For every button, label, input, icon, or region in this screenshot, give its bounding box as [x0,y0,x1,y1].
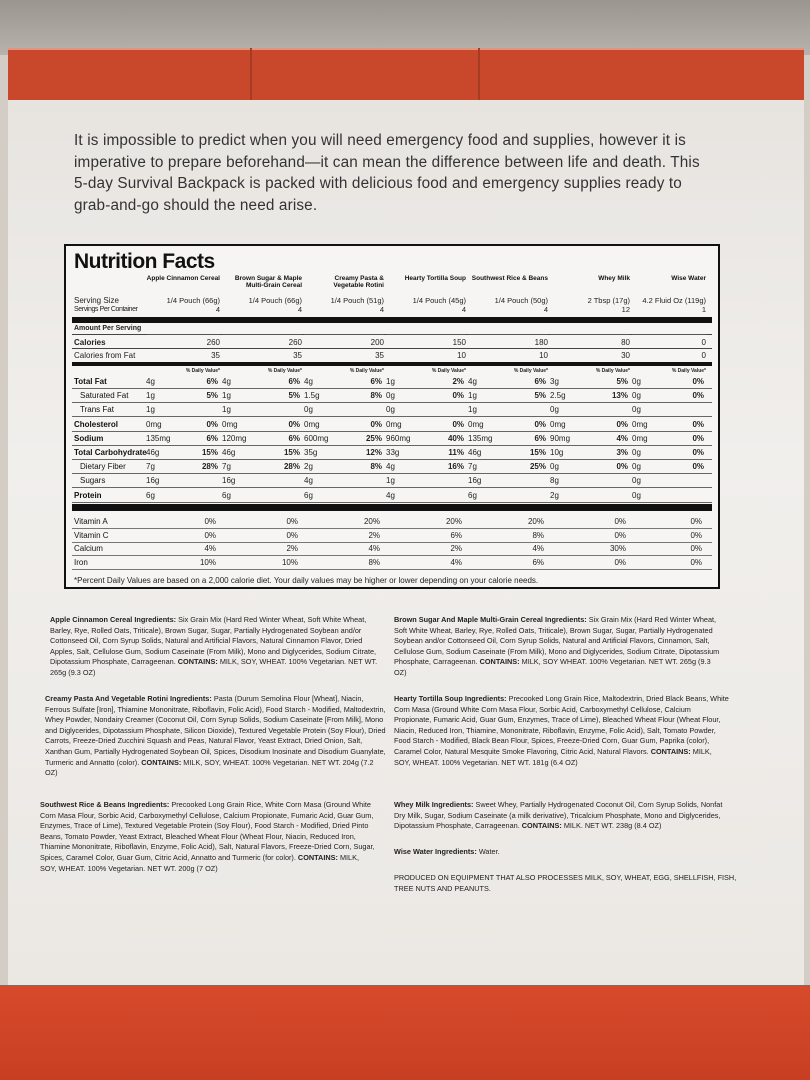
nutrient-amount: 3g [550,377,559,386]
nutrient-daily-value: 0% [370,419,382,429]
nutrient-amount: 1g [222,405,231,415]
servings-per-container-label: Servings Per Container [74,306,138,313]
ingredients-text: Six Grain Mix (Hard Red Winter Wheat, Soft White Wheat, Barley, Rye, Rolled Oats, Triticale), Brown Sugar, Sugar, Partially Hydrogenated Soybean and/or Cottonseed Oil, Corn Syrup Solids, Natural and Artificial Flavors, Natural Cinnamon Flavor, Dried Apples, Salt, Cellulose Gum, Sodium Caseinate (From Milk), Mono and Diglycerides, Sodium Citrate, Dipotassium Phosphate, Carrageenan. [50,615,377,667]
nutrient-daily-value: 25% [529,462,546,472]
nutrient-daily-value: 5% [288,391,300,401]
nutrient-amount: 600mg [304,433,329,443]
ingredients-text: Sweet Whey, Partially Hydrogenated Coconut Oil, Corn Syrup Solids, Nonfat Dry Milk, Sugar, Sodium Caseinate (a milk derivative), Tricalcium Phosphate, Mono and Diglycerides, Dipotassium Phosphate, Carrageenan. [394,800,723,831]
box-orange-band-top [8,48,804,108]
ingredients-tail: MILK, SOY, WHEAT. 100% Vegetarian. NET WT. 181g (6.4 OZ) [394,746,712,767]
vitamin-value: 2% [286,544,298,553]
nutrient-daily-value: 15% [283,448,300,457]
nutrient-amount: 1g [146,391,155,401]
calories-from-fat-value: 10 [457,351,466,360]
vitamin-value: 0% [204,517,216,526]
vitamin-label: Calcium [74,544,103,553]
vitamin-value: 0% [614,517,626,526]
calories-label: Calories [74,338,106,347]
nutrient-daily-value: 0% [452,391,464,401]
ingredients-text: Six Grain Mix (Hard Red Winter Wheat, Soft White Wheat, Barley, Rye, Rolled Oats, Triticale), Brown Sugar, Sugar, Partially Hydrogenated Soybean and/or Cottonseed Oil, Corn Syrup Solids, Natural and Artificial Flavors, Cinnamon, Salt, Cellulose Gum, Sodium Caseinate (From Milk), Mono and Diglycerides, Sodium Citrate, Dipotassium Phosphate, Carrageenan. [394,615,720,667]
wise-water-ingredients [394,847,734,858]
nutrient-daily-value: 15% [529,448,546,457]
nutrient-daily-value: 6% [206,377,218,386]
rule [72,542,712,543]
nutrient-amount: 16g [146,476,160,486]
contains-label: CONTAINS: [650,746,691,756]
box-orange-band-bottom [0,985,810,1080]
nutrient-daily-value: 0% [616,462,628,472]
servings-per-container-value: 4 [215,305,220,314]
servings-per-container-value: 4 [543,305,548,314]
nutrient-amount: 0mg [146,419,162,429]
calories-from-fat-value: 35 [375,351,384,360]
nutrient-daily-value: 8% [370,462,382,472]
column-rule [147,334,220,335]
nutrient-amount: 0g [386,405,395,415]
nutrient-amount: 0g [632,405,641,415]
nutrient-daily-value: 6% [288,377,300,386]
nutrient-amount: 2g [550,490,559,500]
servings-per-container-value: 4 [461,305,466,314]
vitamin-value: 0% [690,517,702,526]
nutrient-daily-value: 0% [206,419,218,429]
calories-from-fat-value: 30 [621,351,630,360]
contains-label: CONTAINS: [177,657,218,667]
nutrient-daily-value: 15% [201,448,218,457]
nutrient-daily-value: 0% [692,433,704,443]
nutrition-facts-panel [64,244,720,589]
vitamin-value: 2% [368,530,380,540]
calories-from-fat-value: 35 [293,351,302,360]
vitamin-label: Iron [74,557,88,567]
thick-rule [72,317,712,323]
nutrient-daily-value: 8% [370,391,382,401]
product-column-header: Wise Water [671,275,706,282]
column-rule [632,334,706,335]
calories-value: 260 [206,338,220,347]
nutrient-amount: 0mg [222,419,238,429]
nutrient-amount: 46g [222,448,236,457]
vitamin-label: Vitamin C [74,530,109,540]
contains-label: CONTAINS: [521,821,562,831]
nutrient-amount: 1g [468,391,477,401]
rule [72,502,712,503]
nutrient-amount: 2.5g [550,391,566,401]
ingredients-heading: Creamy Pasta And Vegetable Rotini Ingredients: [45,694,212,703]
daily-value-header: % Daily Value* [513,368,548,374]
nutrient-amount: 120mg [222,433,247,443]
calories-from-fat-value: 10 [539,351,548,360]
nutrient-amount: 1g [468,405,477,415]
serving-size-value: 1/4 Pouch (51g) [330,296,384,305]
calories-value: 200 [370,338,384,347]
contains-label: CONTAINS: [479,657,520,667]
nutrient-daily-value: 0% [692,391,704,401]
nutrient-daily-value: 0% [616,419,628,429]
vitamin-value: 30% [609,544,626,553]
nutrient-amount: 0mg [550,419,566,429]
flap-seam [478,48,480,108]
nutrient-amount: 7g [222,462,231,472]
rule [72,473,712,474]
nutrient-daily-value: 6% [534,433,546,443]
ingredients-heading: Apple Cinnamon Cereal Ingredients: [50,615,177,624]
ingredients-heading: Brown Sugar And Maple Multi-Grain Cereal Ingredients: [394,615,587,624]
vitamin-value: 8% [368,557,380,567]
nutrient-daily-value: 0% [692,377,704,386]
ingredients-heading: Whey Milk Ingredients: [394,800,474,809]
ingredients-text: Precooked Long Grain Rice, White Corn Masa (Ground White Corn Masa Flour, Sorbic Acid, Carboxymethyl Cellulose, Calcium Propionate, Fumaric Acid, Guar Gum, Enzymes, Trace of Lime), Textured Vegetable Protein (Soy Flour), Food Starch - Modified, Dried Pinto Beans, Tomato Powder, Yeast Extract, Bleached Wheat Flour (Wheat Flour, Niacin, Reduced Iron, Thiamine Mononitrate, Riboflavin, Enzyme, Folic Acid), Salt, Natural Flavors, Freeze-Dried Corn, Sugar, Spices, Caramel Color, Guar Gum, Citric Acid, Annatto and Turmeric (for color). [40,800,375,862]
column-rule [386,334,466,335]
vitamin-value: 10% [281,557,298,567]
vitamin-value: 4% [204,544,216,553]
nutrient-amount: 7g [468,462,477,472]
nutrient-amount: 0g [386,391,395,401]
rule [72,445,712,446]
vitamin-value: 0% [286,530,298,540]
hearty-tortilla-ingredients [394,694,730,768]
nutrient-daily-value: 6% [534,377,546,386]
ingredients-tail: MILK. NET WT. 238g (8.4 OZ) [563,821,662,831]
nutrient-amount: 0g [632,476,641,486]
vitamin-value: 0% [690,557,702,567]
nutrient-amount: 16g [222,476,236,486]
nutrient-amount: 0g [632,377,641,386]
vitamin-value: 0% [614,557,626,567]
daily-value-header: % Daily Value* [349,368,384,374]
ingredients-text: Precooked Long Grain Rice, Maltodextrin, Dried Black Beans, White Corn Masa (Ground White Corn Masa Flour, Sorbic Acid, Carboxymethyl Cellulose, Calcium Propionate, Fumaric Acid, Guar Gum, Enzymes, Trace of Lime), Bleached Wheat Flour (Wheat Flour, Niacin, Reduced Iron, Thiamine, Mononitrate, Riboflavin, Enzyme, Folic Acid), Salt, Tomato Powder, Food Starch - Modified, Black Bean Flour, Spices, Freeze-Dried Corn, Guar Gum, Paprika (color), Caramel Color, Natural Mesquite Smoke Flavoring, Citric Acid, Natural Flavors. [394,694,729,756]
nutrient-daily-value: 0% [288,419,300,429]
nutrient-amount: 0g [632,490,641,500]
box-top-flap [0,0,810,55]
nutrient-amount: 4g [146,377,155,386]
brown-sugar-maple-ingredients [394,615,724,679]
daily-value-header: % Daily Value* [431,368,466,374]
whey-milk-ingredients [394,800,734,832]
vitamin-value: 0% [614,530,626,540]
nutrition-facts-title: Nutrition Facts [74,250,215,273]
rule [72,528,712,529]
nutrient-label: Total Fat [74,377,107,386]
nutrient-amount: 0mg [386,419,402,429]
vitamin-value: 10% [199,557,216,567]
product-column-header: Hearty Tortilla Soup [404,275,466,282]
nutrient-label: Total Carbohydrate [74,448,147,457]
flap-seam [250,48,252,108]
nutrient-daily-value: 4% [616,433,628,443]
nutrient-amount: 35g [304,448,318,457]
nutrient-amount: 6g [222,490,231,500]
nutrient-amount: 0g [632,391,641,401]
nutrient-amount: 4g [304,377,313,386]
ingredients-text: Water. [478,847,500,856]
ingredients-tail: MILK, SOY WHEAT. 100% Vegetarian. NET WT. 265g (9.3 OZ) [394,657,711,677]
rule [72,402,712,403]
product-column-header: Brown Sugar & Maple Multi-Grain Cereal [234,275,302,289]
nutrient-amount: 6g [468,490,477,500]
nutrient-label: Cholesterol [74,419,119,429]
ingredients-tail: MILK, SOY, WHEAT. 100% Vegetarian. NET WT. 200g (7 OZ) [40,852,360,873]
nutrient-amount: 10g [550,448,564,457]
product-column-header: Whey Milk [598,275,630,282]
nutrient-amount: 0mg [632,419,648,429]
vitamin-value: 8% [532,530,544,540]
nutrient-amount: 7g [146,462,155,472]
contains-label: CONTAINS: [141,757,182,767]
serving-size-value: 1/4 Pouch (50g) [494,296,548,305]
vitamin-value: 20% [363,517,380,526]
rule [72,388,712,389]
nutrient-daily-value: 0% [692,462,704,472]
serving-size-value: 1/4 Pouch (66g) [166,296,220,305]
nutrient-daily-value: 11% [448,448,464,457]
nutrient-daily-value: 25% [365,433,382,443]
thick-rule [72,504,712,511]
nutrient-amount: 0g [550,462,559,472]
nutrient-daily-value: 5% [206,391,218,401]
nutrient-amount: 46g [146,448,160,457]
nutrient-amount: 0g [550,405,559,415]
daily-value-header: % Daily Value* [267,368,302,374]
nutrient-daily-value: 0% [452,419,464,429]
servings-per-container-value: 1 [701,305,706,314]
nutrient-amount: 4g [468,377,477,386]
column-rule [304,334,384,335]
ingredients-heading: Southwest Rice & Beans Ingredients: [40,800,170,809]
nutrient-amount: 4g [222,377,231,386]
calories-from-fat-value: 35 [211,351,220,360]
calories-from-fat-value: 0 [701,351,706,360]
nutrient-daily-value: 2% [452,377,464,386]
nutrient-amount: 0mg [468,419,484,429]
ingredients-heading: Wise Water Ingredients: [394,847,477,856]
southwest-rice-ingredients [40,800,376,874]
nutrient-amount: 6g [304,490,313,500]
nutrient-label: Trans Fat [80,405,114,415]
nutrient-daily-value: 0% [692,419,704,429]
creamy-pasta-ingredients [45,694,387,779]
nutrient-amount: 1g [386,476,395,486]
apple-cinnamon-ingredients [50,615,385,679]
serving-size-label: Serving Size [74,296,119,305]
medium-rule [72,362,712,366]
calories-value: 0 [701,338,706,347]
column-rule [550,334,630,335]
nutrient-amount: 16g [468,476,482,486]
vitamin-value: 0% [204,530,216,540]
contains-label: CONTAINS: [297,852,338,862]
nutrient-daily-value: 16% [447,462,464,472]
nutrient-amount: 6g [146,490,155,500]
product-column-header: Southwest Rice & Beans [471,275,548,282]
nutrient-daily-value: 6% [370,377,382,386]
serving-size-value: 1/4 Pouch (45g) [412,296,466,305]
serving-size-value: 4.2 Fluid Oz (119g) [642,296,706,305]
nutrient-amount: 960mg [386,433,411,443]
nutrient-amount: 1.5g [304,391,320,401]
nutrient-amount: 4g [386,462,395,472]
column-rule [468,334,548,335]
nutrient-daily-value: 6% [206,433,218,443]
vitamin-value: 4% [532,544,544,553]
vitamin-value: 0% [690,530,702,540]
nutrient-label: Saturated Fat [80,391,129,401]
servings-per-container-value: 12 [621,305,630,314]
nutrient-label: Protein [74,490,102,500]
rule [72,459,712,460]
calories-from-fat-label: Calories from Fat [74,351,136,360]
nutrient-daily-value: 6% [288,433,300,443]
nutrient-label: Dietary Fiber [80,462,126,472]
nutrient-amount: 4g [386,490,395,500]
nutrient-amount: 1g [386,377,395,386]
nutrient-amount: 1g [222,391,231,401]
nutrient-daily-value: 3% [616,448,628,457]
daily-value-header: % Daily Value* [671,368,706,374]
nutrient-daily-value: 28% [283,462,300,472]
rule [72,431,712,432]
vitamin-label: Vitamin A [74,517,108,526]
product-column-header: Apple Cinnamon Cereal [146,275,220,282]
nutrient-amount: 0g [304,405,313,415]
calories-value: 180 [534,338,548,347]
vitamin-value: 4% [450,557,462,567]
nutrient-daily-value: 40% [447,433,464,443]
ingredients-text: Pasta (Durum Semolina Flour [Wheat], Niacin, Ferrous Sulfate [Iron], Thiamine Mononitrate, Riboflavin, Folic Acid), Food Starch - Modified, Maltodextrin, Whey Powder, Nondairy Creamer (Coconut Oil, Corn Syrup Solids, Sodium Caseinate [From Milk], Mono and Diglycerides, Dipotassium Phosphate, Silicon Dioxide), Textured Vegetable Protein (Soy Flour), Dried Carrots, Freeze-Dried Zucchini Squash and Peas, Natural Flavor, Yeast Extract, Dried Onion, Salt, Xanthan Gum, Partially Hydrogenated Soybean Oil, Spices, Disodium Inosinate and Disodium Guanylate, Turmeric and Annatto (color). [45,694,386,767]
nutrient-amount: 90mg [550,433,571,443]
calories-value: 80 [621,338,630,347]
nutrient-label: Sodium [74,433,104,443]
vitamin-value: 6% [532,557,544,567]
nutrient-amount: 0g [632,462,641,472]
ingredients-tail: MILK, SOY, WHEAT. 100% Vegetarian. NET WT. 204g (7.2 OZ) [45,757,374,778]
daily-value-header: % Daily Value* [185,368,220,374]
amount-per-serving-label: Amount Per Serving [74,325,142,332]
nutrient-amount: 8g [550,476,559,486]
nutrient-amount: 0mg [632,433,648,443]
vitamin-value: 2% [450,544,462,553]
vitamin-value: 20% [527,517,544,526]
allergen-equipment-notice: PRODUCED ON EQUIPMENT THAT ALSO PROCESSES MILK, SOY, WHEAT, EGG, SHELLFISH, FISH, TREE NUTS AND PEANUTS. [394,873,737,893]
nutrient-amount: 1g [146,405,155,415]
nutrient-amount: 0mg [304,419,320,429]
nutrient-daily-value: 13% [611,391,628,401]
rule [72,416,712,417]
calories-value: 150 [452,338,466,347]
nutrient-daily-value: 0% [534,419,546,429]
nutrient-amount: 0g [632,448,641,457]
nutrient-amount: 2g [304,462,313,472]
vitamin-value: 0% [690,544,702,553]
nutrient-daily-value: 5% [534,391,546,401]
nutrient-daily-value: 0% [692,448,704,457]
nutrient-amount: 135mg [468,433,493,443]
rule [72,569,712,570]
intro-paragraph: It is impossible to predict when you will need emergency food and supplies, however it is imperative to prepare beforehand—it can mean the difference between life and death. This 5-day Survival Backpack is packed with delicious food and emergency supplies ready to grab-and-go should the need arise. [74,132,700,214]
nutrient-amount: 33g [386,448,400,457]
nutrient-daily-value: 5% [616,377,628,386]
ingredients-heading: Hearty Tortilla Soup Ingredients: [394,694,507,703]
vitamin-value: 0% [286,517,298,526]
calories-value: 260 [288,338,302,347]
nutrient-amount: 135mg [146,433,171,443]
rule [72,487,712,488]
ingredients-tail: MILK, SOY, WHEAT. 100% Vegetarian. NET WT. 265g (9.3 OZ) [50,657,378,677]
nutrient-amount: 46g [468,448,482,457]
nutrient-amount: 4g [304,476,313,486]
servings-per-container-value: 4 [379,305,384,314]
rule [72,348,712,349]
daily-value-footnote: *Percent Daily Values are based on a 2,000 calorie diet. Your daily values may be higher or lower depending on your calorie needs. [74,576,539,585]
servings-per-container-value: 4 [297,305,302,314]
nutrient-daily-value: 12% [365,448,382,457]
vitamin-value: 6% [450,530,462,540]
daily-value-header: % Daily Value* [595,368,630,374]
column-rule [222,334,302,335]
serving-size-value: 2 Tbsp (17g) [587,296,630,305]
vitamin-value: 20% [445,517,462,526]
product-column-header: Creamy Pasta & Vegetable Rotini [333,275,384,289]
serving-size-value: 1/4 Pouch (66g) [248,296,302,305]
vitamin-value: 4% [368,544,380,553]
rule [72,555,712,556]
nutrient-label: Sugars [80,476,106,486]
nutrient-daily-value: 28% [201,462,218,472]
